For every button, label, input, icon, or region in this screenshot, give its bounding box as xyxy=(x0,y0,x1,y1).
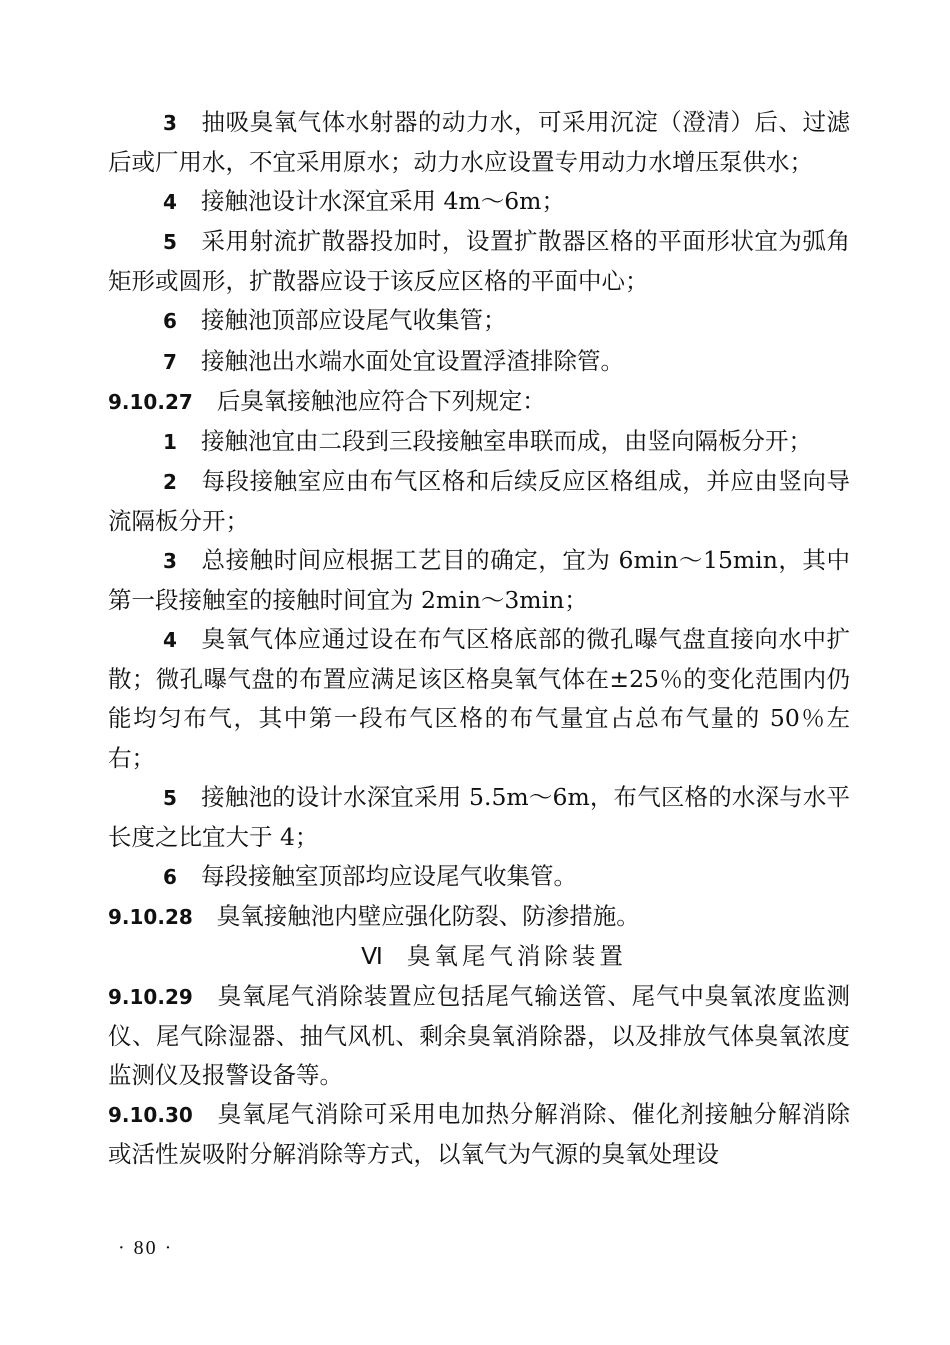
item-text: 采用射流扩散器投加时，设置扩散器区格的平面形状宜为弧角矩形或圆形，扩散器应设于该反应区格的平面中心； xyxy=(108,227,850,296)
item-number: 3 xyxy=(163,111,177,135)
clause-text: 后臭氧接触池应符合下列规定： xyxy=(216,386,546,415)
clause-9-10-27 xyxy=(108,382,850,422)
section-numeral: Ⅵ xyxy=(361,943,387,970)
item-number: 4 xyxy=(163,190,177,215)
item-text: 接触池出水端水面处宜设置浮渣排除管。 xyxy=(201,346,624,375)
item-text: 接触池顶部应设尾气收集管； xyxy=(201,306,507,335)
list-item xyxy=(108,182,850,222)
item-number: 7 xyxy=(163,349,177,374)
body-text xyxy=(108,103,850,1175)
list-item xyxy=(108,857,850,897)
item-text: 接触池宜由二段到三段接触室串联而成，由竖向隔板分开； xyxy=(201,426,812,455)
clause-number: 9.10.30 xyxy=(108,1103,193,1128)
clause-text: 臭氧接触池内壁应强化防裂、防渗措施。 xyxy=(216,901,640,930)
list-item xyxy=(108,103,850,182)
list-item xyxy=(108,222,850,301)
clause-text: 臭氧尾气消除装置应包括尾气输送管、尾气中臭氧浓度监测仪、尾气除湿器、抽气风机、剩余臭氧消除器，以及排放气体臭氧浓度监测仪及报警设备等。 xyxy=(108,982,850,1090)
item-number: 4 xyxy=(163,628,177,653)
page-number: · 80 · xyxy=(118,1237,174,1259)
clause-9-10-30 xyxy=(108,1095,850,1174)
list-item xyxy=(108,301,850,341)
item-text: 总接触时间应根据工艺目的确定，宜为 6min～15min，其中第一段接触室的接触时间宜为 2min～3min； xyxy=(108,546,850,615)
list-item xyxy=(108,778,850,857)
item-number: 6 xyxy=(163,309,177,334)
item-number: 1 xyxy=(163,429,177,454)
item-number: 2 xyxy=(163,469,177,494)
list-item xyxy=(108,422,850,462)
section-title: 臭氧尾气消除装置 xyxy=(406,941,627,970)
item-text: 抽吸臭氧气体水射器的动力水，可采用沉淀（澄清）后、过滤后或厂用水，不宜采用原水；动力水应设置专用动力水增压泵供水； xyxy=(108,108,850,177)
clause-number: 9.10.27 xyxy=(108,389,193,414)
clause-9-10-29 xyxy=(108,977,850,1095)
item-text: 臭氧气体应通过设在布气区格底部的微孔曝气盘直接向水中扩散；微孔曝气盘的布置应满足该区格臭氧气体在±25％的变化范围内仍能均匀布气，其中第一段布气区格的布气量宜占总布气量的 50％左右； xyxy=(108,625,850,772)
list-item xyxy=(108,541,850,620)
clause-number: 9.10.29 xyxy=(108,985,193,1010)
list-item xyxy=(108,620,850,777)
clause-number: 9.10.28 xyxy=(108,904,193,929)
item-text: 每段接触室应由布气区格和后续反应区格组成，并应由竖向导流隔板分开； xyxy=(108,466,850,535)
item-number: 5 xyxy=(163,785,177,810)
item-text: 接触池设计水深宜采用 4m～6m； xyxy=(201,187,565,216)
list-item xyxy=(108,462,850,541)
item-text: 每段接触室顶部均应设尾气收集管。 xyxy=(201,861,577,890)
list-item xyxy=(108,342,850,382)
clause-text: 臭氧尾气消除可采用电加热分解消除、催化剂接触分解消除或活性炭吸附分解消除等方式，以氧气为气源的臭氧处理设 xyxy=(108,1100,850,1169)
item-number: 5 xyxy=(163,230,177,255)
clause-9-10-28 xyxy=(108,897,850,937)
item-number: 3 xyxy=(163,549,177,574)
item-text: 接触池的设计水深宜采用 5.5m～6m，布气区格的水深与水平长度之比宜大于 4； xyxy=(108,782,850,851)
section-heading xyxy=(108,937,850,977)
item-number: 6 xyxy=(163,864,177,889)
